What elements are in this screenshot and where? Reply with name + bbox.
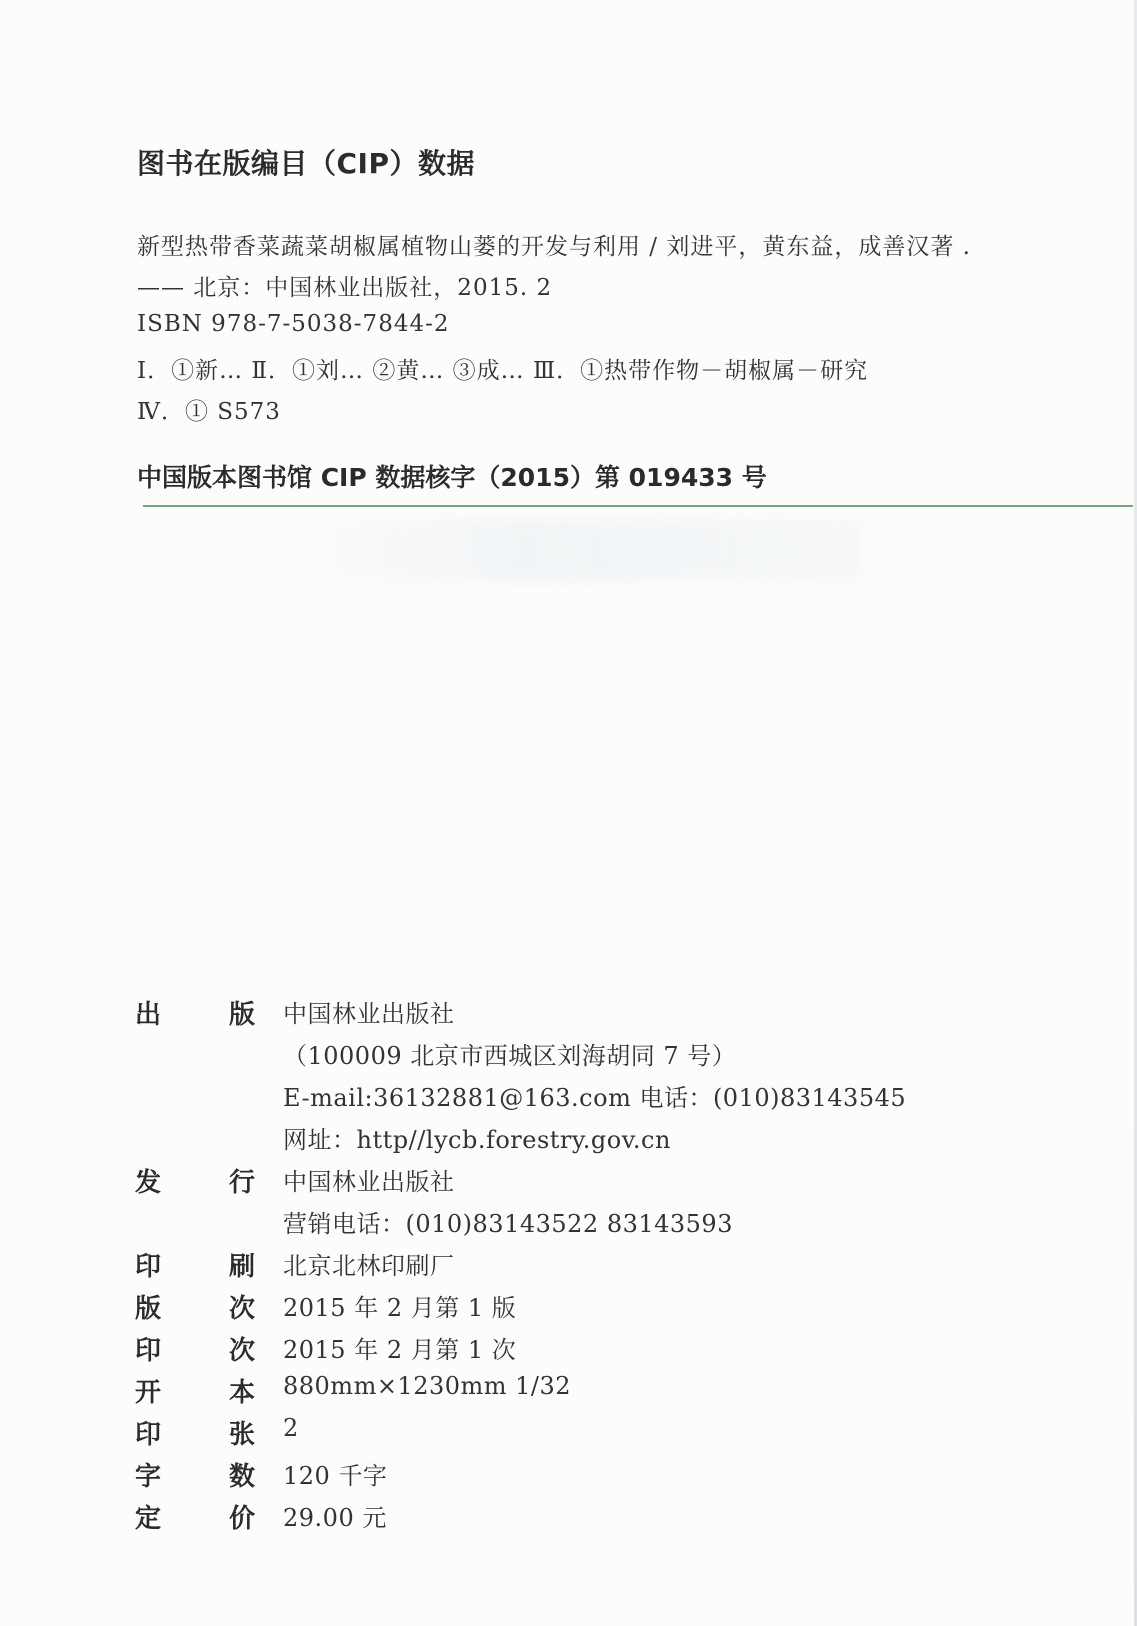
- imprint-label-char: 张: [229, 1420, 256, 1450]
- imprint-label-char: 价: [229, 1504, 256, 1534]
- imprint-value: 880mm×1230mm 1/32: [283, 1372, 572, 1400]
- imprint-value: 120 千字: [283, 1462, 388, 1490]
- cip-classification-line: Ⅰ．①新… Ⅱ．①刘… ②黄… ③成… Ⅲ．①热带作物－胡椒属－研究: [137, 358, 869, 384]
- imprint-label-char: 本: [229, 1378, 256, 1408]
- imprint-row-impression: [0, 1330, 1137, 1366]
- imprint-label-char: 次: [229, 1294, 256, 1324]
- cip-clc-line: Ⅳ．① S573: [137, 399, 281, 425]
- imprint-value: 2015 年 2 月第 1 次: [283, 1336, 517, 1364]
- imprint-label-char: 版: [229, 1000, 256, 1030]
- imprint-label-char: 定: [135, 1504, 162, 1534]
- imprint-row-publish: [0, 994, 1137, 1030]
- cip-heading: 图书在版编目（CIP）数据: [137, 147, 475, 180]
- cip-record-number: 中国版本图书馆 CIP 数据核字（2015）第 019433 号: [137, 463, 767, 492]
- cip-publisher-line: —— 北京：中国林业出版社，2015. 2: [137, 275, 553, 301]
- imprint-label-char: 数: [229, 1462, 256, 1492]
- imprint-label-char: 字: [135, 1462, 162, 1492]
- imprint-value: 29.00 元: [283, 1504, 387, 1532]
- imprint-row-price: [0, 1498, 1137, 1534]
- imprint-label-char: 开: [135, 1378, 162, 1408]
- imprint-value: 2: [283, 1414, 299, 1442]
- publisher-address: （100009 北京市西城区刘海胡同 7 号）: [283, 1042, 737, 1070]
- imprint-label-char: 印: [135, 1420, 162, 1450]
- imprint-label-char: 行: [229, 1168, 256, 1198]
- cip-title-line: 新型热带香菜蔬菜胡椒属植物山蒌的开发与利用 / 刘进平，黄东益，成善汉著 .: [137, 234, 971, 260]
- imprint-row-sheets: [0, 1414, 1137, 1450]
- section-divider: [143, 505, 1133, 507]
- imprint-value: 北京北林印刷厂: [283, 1252, 455, 1280]
- imprint-label-char: 刷: [229, 1252, 256, 1282]
- imprint-label-char: 次: [229, 1336, 256, 1366]
- publisher-email-phone: E-mail:36132881@163.com 电话：(010)83143545: [283, 1084, 907, 1112]
- imprint-label-char: 发: [135, 1168, 162, 1198]
- sales-phone: 营销电话：(010)83143522 83143593: [283, 1210, 733, 1238]
- imprint-value: 2015 年 2 月第 1 版: [283, 1294, 517, 1322]
- imprint-label-char: 出: [135, 1000, 162, 1030]
- imprint-row-print: [0, 1246, 1137, 1282]
- imprint-value: 中国林业出版社: [283, 1168, 455, 1196]
- imprint-row-format: [0, 1372, 1137, 1408]
- imprint-row-distribute: [0, 1162, 1137, 1198]
- imprint-label-char: 印: [135, 1252, 162, 1282]
- publisher-website: 网址：http//lycb.forestry.gov.cn: [283, 1126, 671, 1154]
- imprint-row-words: [0, 1456, 1137, 1492]
- imprint-row-edition: [0, 1288, 1137, 1324]
- imprint-label-char: 版: [135, 1294, 162, 1324]
- imprint-label-char: 印: [135, 1336, 162, 1366]
- imprint-value: 中国林业出版社: [283, 1000, 455, 1028]
- cip-isbn: ISBN 978-7-5038-7844-2: [137, 311, 450, 337]
- bleed-through-shadow: [300, 520, 860, 580]
